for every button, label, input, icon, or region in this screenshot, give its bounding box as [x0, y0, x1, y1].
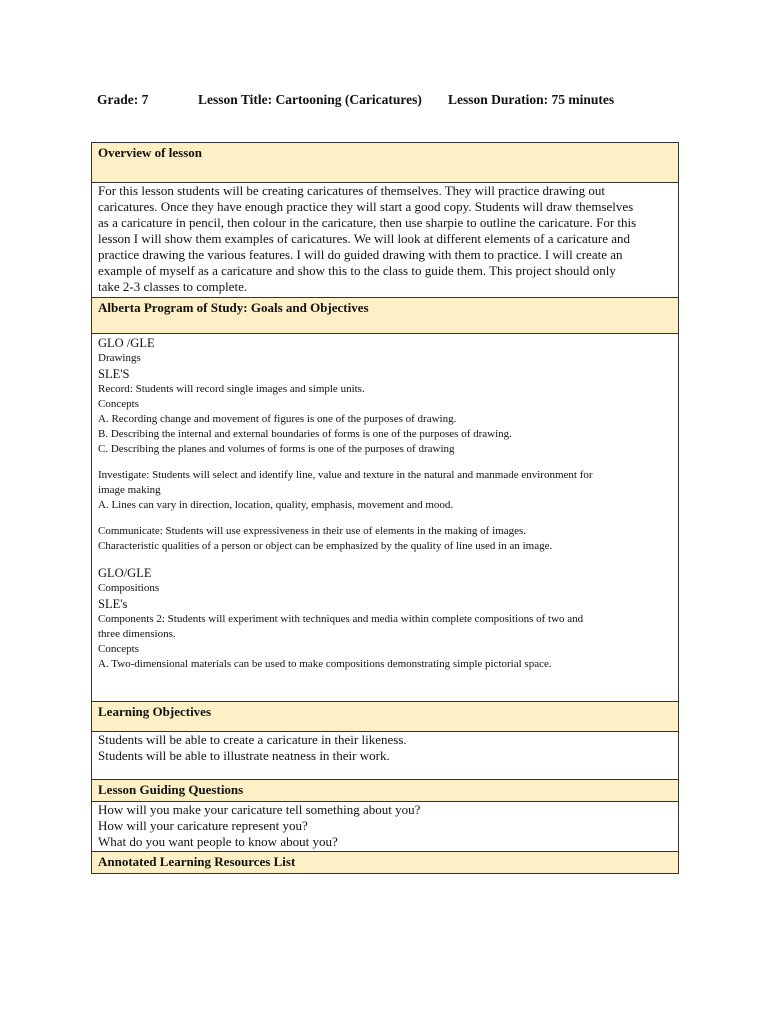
program-line: image making [98, 484, 161, 496]
program-line: Concepts [98, 643, 139, 655]
program-line: A. Recording change and movement of figures is one of the purposes of drawing. [98, 413, 457, 425]
program-line: C. Describing the planes and volumes of forms is one of the purposes of drawing [98, 443, 455, 455]
program-line: SLE'S [98, 367, 130, 381]
overview-line: lesson I will show them examples of caricatures. We will look at different elements of a caricature and [98, 231, 631, 246]
program-line: SLE's [98, 597, 128, 611]
grade-label: Grade: 7 [97, 92, 149, 107]
overview-text [92, 183, 679, 298]
program-text [92, 334, 679, 702]
program-line: Drawings [98, 352, 141, 364]
overview-heading-row [92, 143, 679, 183]
resources-heading: Annotated Learning Resources List [98, 854, 296, 869]
guiding-questions-body-row [92, 802, 679, 852]
guiding-questions-heading: Lesson Guiding Questions [98, 782, 244, 797]
overview-line: practice drawing the various features. I will do guided drawing with them to practice. I will create an [98, 247, 623, 262]
program-heading: Alberta Program of Study: Goals and Objectives [98, 300, 369, 315]
lesson-duration: Lesson Duration: 75 minutes [448, 92, 615, 107]
program-line: B. Describing the internal and external boundaries of forms is one of the purposes of drawing. [98, 428, 512, 440]
lesson-plan-table [91, 142, 679, 874]
guiding-question: What do you want people to know about you? [98, 834, 338, 849]
overview-line: caricatures. Once they have enough practice they will start a good copy. Students will draw themselves [98, 199, 634, 214]
objective-item: Students will be able to create a caricature in their likeness. [98, 732, 407, 747]
guiding-question: How will you make your caricature tell something about you? [98, 802, 421, 817]
overview-line: as a caricature in pencil, then colour in the caricature, then use sharpie to outline the caricature. For this [98, 215, 637, 230]
program-line: Compositions [98, 582, 160, 594]
overview-body-row [92, 183, 679, 298]
overview-line: For this lesson students will be creating caricatures of themselves. They will practice drawing out [98, 183, 605, 198]
resources-heading-row [92, 852, 679, 874]
guiding-questions-heading-row [92, 780, 679, 802]
program-line: Record: Students will record single images and simple units. [98, 383, 365, 395]
program-line: Concepts [98, 398, 139, 410]
guiding-questions-text [92, 802, 679, 852]
objective-item: Students will be able to illustrate neatness in their work. [98, 748, 390, 763]
overview-heading: Overview of lesson [98, 145, 202, 160]
guiding-question: How will your caricature represent you? [98, 818, 308, 833]
program-line: three dimensions. [98, 628, 176, 640]
lesson-title: Lesson Title: Cartooning (Caricatures) [198, 92, 422, 107]
program-body-row [92, 334, 679, 702]
program-line: GLO/GLE [98, 566, 152, 580]
program-line: Communicate: Students will use expressiveness in their use of elements in the making of images. [98, 525, 527, 537]
program-line: A. Lines can vary in direction, location, quality, emphasis, movement and mood. [98, 499, 454, 511]
program-line: Components 2: Students will experiment with techniques and media within complete compositions of two and [98, 613, 584, 625]
program-line: A. Two-dimensional materials can be used to make compositions demonstrating simple pictorial space. [98, 658, 552, 670]
program-line: GLO /GLE [98, 336, 155, 350]
objectives-heading: Learning Objectives [98, 704, 212, 719]
program-heading-row [92, 298, 679, 334]
objectives-text [92, 732, 679, 780]
objectives-body-row [92, 732, 679, 780]
overview-line: example of myself as a caricature and show this to the class to guide them. This project should only [98, 263, 616, 278]
objectives-heading-row [92, 702, 679, 732]
overview-line: take 2-3 classes to complete. [98, 279, 248, 294]
program-line: Investigate: Students will select and identify line, value and texture in the natural and manmade environment for [98, 469, 593, 481]
program-line: Characteristic qualities of a person or object can be emphasized by the quality of line used in an image. [98, 540, 553, 552]
